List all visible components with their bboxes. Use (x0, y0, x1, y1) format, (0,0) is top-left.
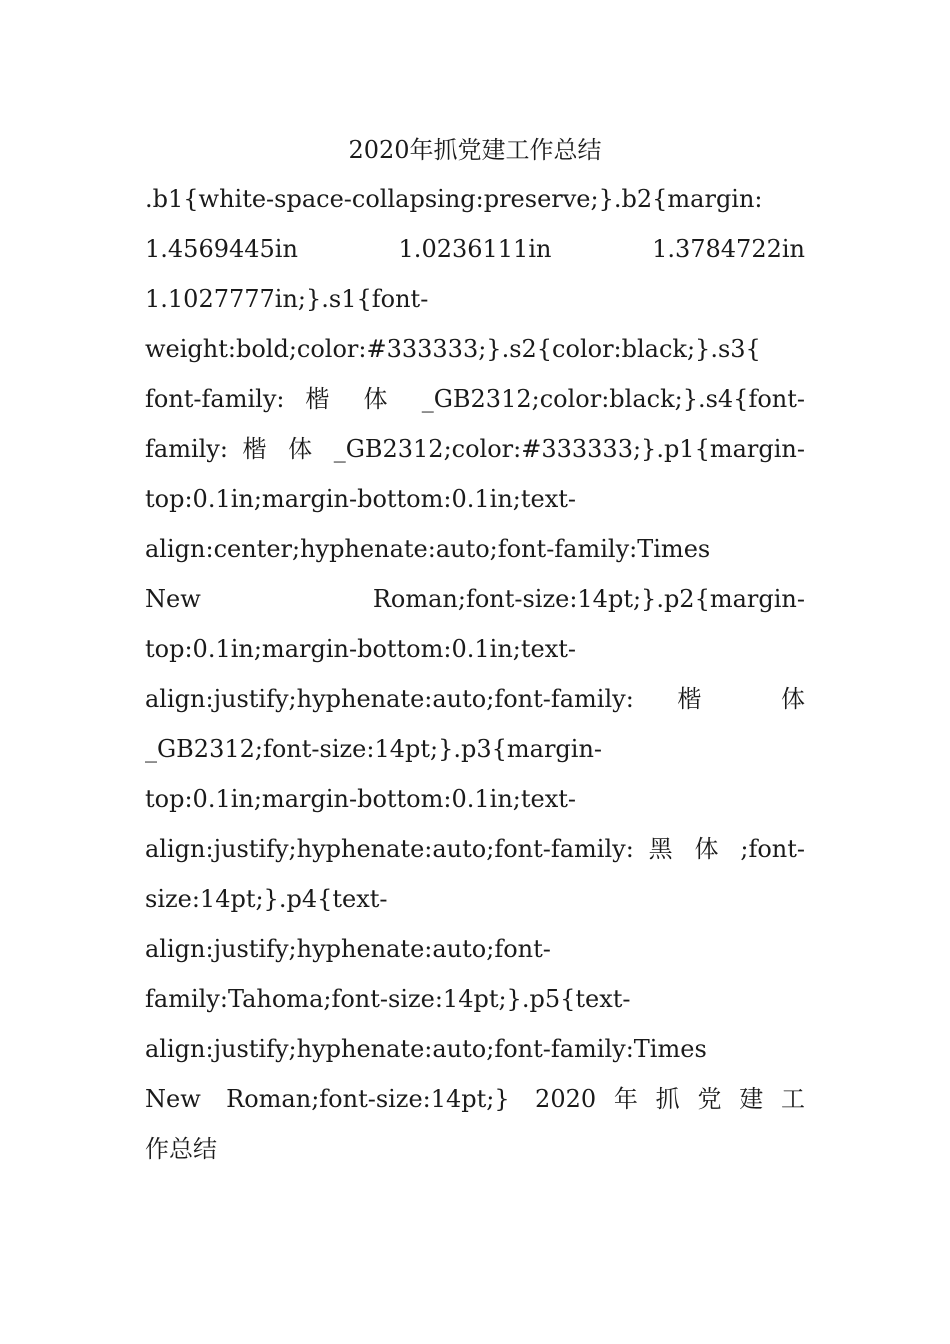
body-line-1: .b1{white-space-collapsing:preserve;}.b2{margin: (145, 185, 763, 213)
body-line-13: top:0.1in;margin-bottom:0.1in;text- (145, 785, 576, 813)
body-line-5: font-family: 楷 体 _GB2312;color:black;}.s4{font- (145, 385, 805, 413)
body-line-7: top:0.1in;margin-bottom:0.1in;text- (145, 485, 576, 513)
body-line-3: 1.1027777in;}.s1{font- (145, 285, 429, 313)
body-line-10: top:0.1in;margin-bottom:0.1in;text- (145, 635, 576, 663)
body-line-18: align:justify;hyphenate:auto;font-family:Times (145, 1035, 707, 1063)
body-line-16: align:justify;hyphenate:auto;font- (145, 935, 551, 963)
body-line-6: family: 楷 体 _GB2312;color:#333333;}.p1{margin- (145, 435, 805, 463)
body-line-2: 1.4569445in 1.0236111in 1.3784722in (145, 235, 805, 263)
body-line-14: align:justify;hyphenate:auto;font-family: 黑 体 ;font- (145, 835, 805, 863)
document-title: 2020年抓党建工作总结 (348, 136, 602, 164)
body-line-19: New Roman;font-size:14pt;} 2020年抓党建工 (145, 1085, 805, 1113)
body-line-11: align:justify;hyphenate:auto;font-family: 楷 体 (145, 685, 805, 713)
body-line-4: weight:bold;color:#333333;}.s2{color:black;}.s3{ (145, 335, 761, 363)
body-line-20: 作总结 (145, 1135, 217, 1163)
body-line-8: align:center;hyphenate:auto;font-family:Times (145, 535, 711, 563)
body-line-12: _GB2312;font-size:14pt;}.p3{margin- (145, 735, 603, 763)
body-line-17: family:Tahoma;font-size:14pt;}.p5{text- (145, 985, 631, 1013)
body-line-15: size:14pt;}.p4{text- (145, 885, 388, 913)
body-line-9: New Roman;font-size:14pt;}.p2{margin- (145, 585, 805, 613)
